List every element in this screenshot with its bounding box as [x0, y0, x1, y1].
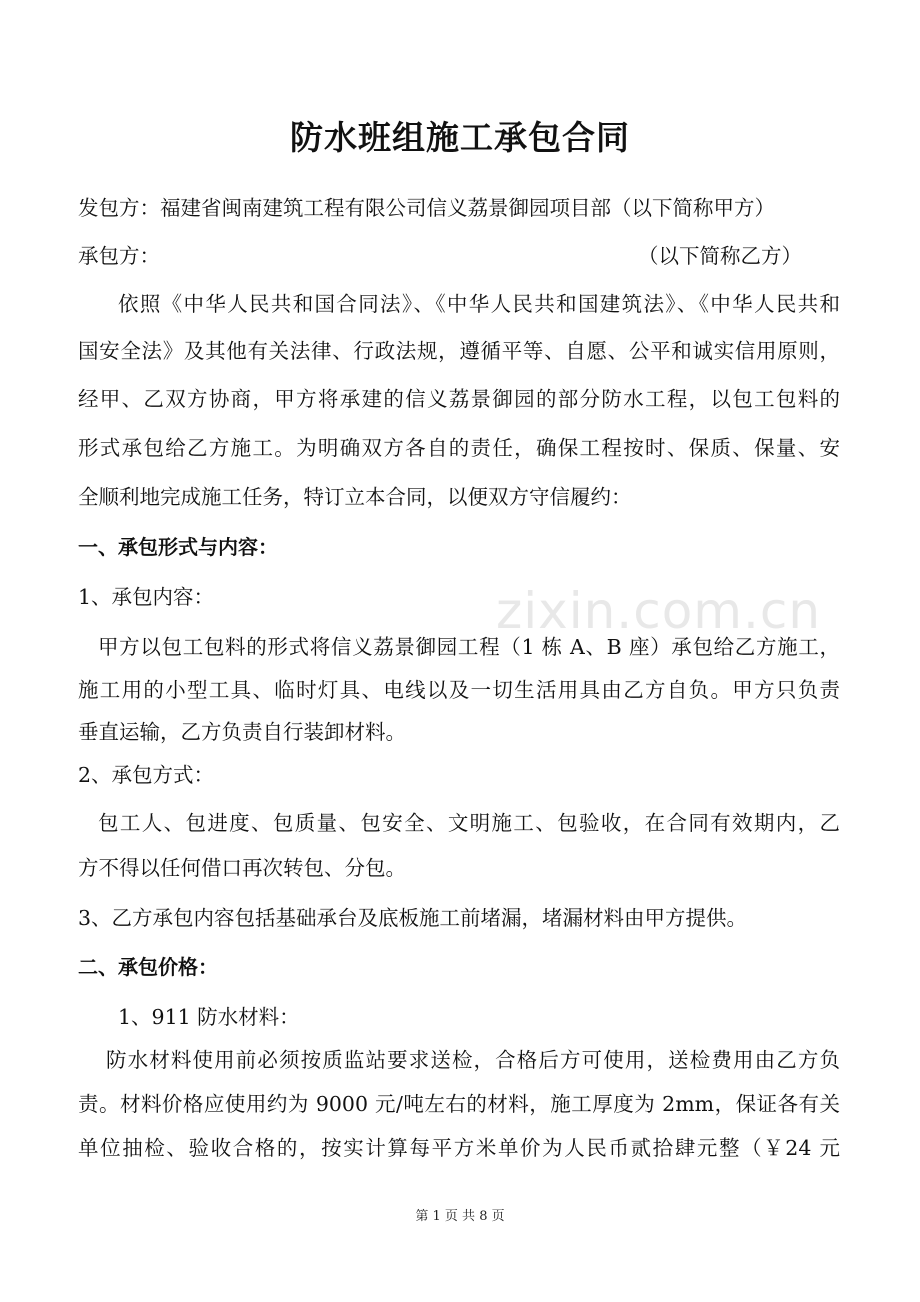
s1-item2-line: 方不得以任何借口再次转包、分包。: [78, 856, 406, 880]
s1-item2-line: 包工人、包进度、包质量、包安全、文明施工、包验收，在合同有效期内，乙: [98, 811, 840, 835]
party-a-line: 发包方：福建省闽南建筑工程有限公司信义荔景御园项目部（以下简称甲方）: [78, 196, 775, 220]
party-b-suffix: （以下简称乙方）: [638, 244, 802, 268]
s2-item1-title: 1、911 防水材料：: [118, 1005, 300, 1029]
s1-item1-line: 施工用的小型工具、临时灯具、电线以及一切生活用具由乙方自负。甲方只负责: [78, 678, 840, 702]
intro-line: 形式承包给乙方施工。为明确双方各自的责任，确保工程按时、保质、保量、安: [78, 436, 840, 460]
s1-item2-title: 2、承包方式：: [78, 763, 215, 787]
party-b-label: 承包方：: [78, 244, 160, 268]
s2-item1-line: 防水材料使用前必须按质监站要求送检，合格后方可使用，送检费用由乙方负: [106, 1048, 840, 1072]
section-1-heading: 一、承包形式与内容：: [78, 535, 278, 559]
s1-item1-title: 1、承包内容：: [78, 585, 215, 609]
page-footer: 第 1 页 共 8 页: [415, 1209, 505, 1224]
intro-line: 依照《中华人民共和国合同法》、《中华人民共和国建筑法》、《中华人民共和: [118, 292, 840, 316]
section-2-heading: 二、承包价格：: [78, 955, 218, 979]
party-b-line: [78, 241, 840, 271]
s2-item1-line: 责。材料价格应使用约为 9000 元/吨左右的材料，施工厚度为 2mm，保证各有关: [78, 1092, 840, 1116]
s1-item3: 3、乙方承包内容包括基础承台及底板施工前堵漏，堵漏材料由甲方提供。: [78, 906, 748, 930]
s2-item1-line: 单位抽检、验收合格的，按实计算每平方米单价为人民币贰拾肆元整（￥24 元: [78, 1136, 840, 1160]
intro-line: 经甲、乙双方协商，甲方将承建的信义荔景御园的部分防水工程，以包工包料的: [78, 387, 840, 411]
intro-line: 全顺利地完成施工任务，特订立本合同，以便双方守信履约：: [78, 485, 632, 509]
intro-line: 国安全法》及其他有关法律、行政法规，遵循平等、自愿、公平和诚实信用原则，: [78, 339, 840, 363]
s1-item1-line: 垂直运输，乙方负责自行装卸材料。: [78, 720, 406, 744]
watermark: zixin.com.cn: [496, 582, 822, 640]
document-title: 防水班组施工承包合同: [290, 118, 630, 157]
s1-item1-line: 甲方以包工包料的形式将信义荔景御园工程（1 栋 A、B 座）承包给乙方施工，: [98, 635, 840, 659]
